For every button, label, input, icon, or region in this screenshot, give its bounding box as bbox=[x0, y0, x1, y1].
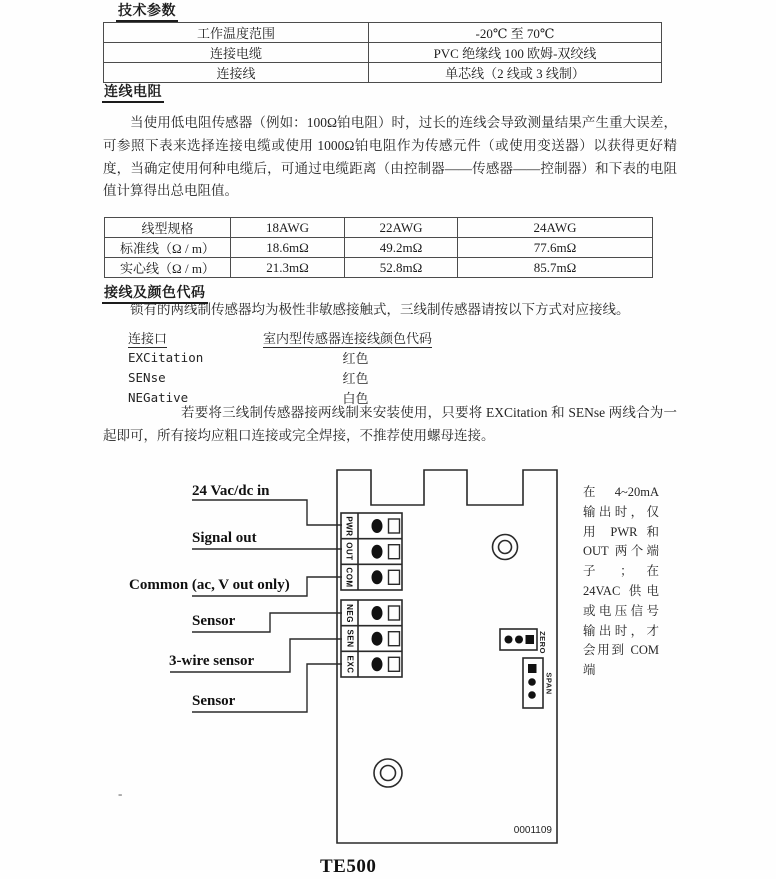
terminal-screw-slots bbox=[389, 519, 400, 671]
param-value: 单芯线（2 线或 3 线制） bbox=[369, 63, 662, 83]
tech-params-table bbox=[103, 22, 662, 83]
heading-wiring-color: 接线及颜色代码 bbox=[102, 286, 208, 304]
note-line: 输出时，才 bbox=[583, 623, 659, 638]
note-line: 用 PWR 和 bbox=[583, 524, 659, 539]
label-common: Common (ac, V out only) bbox=[129, 577, 290, 593]
label-24vac-in: 24 Vac/dc in bbox=[192, 483, 270, 499]
terminal-label-sen: SEN bbox=[345, 629, 355, 648]
note-line: 24VAC 供电 bbox=[583, 583, 659, 598]
col-header: 线型规格 bbox=[105, 218, 231, 238]
table-header-row bbox=[105, 218, 653, 238]
param-value: -20℃ 至 70℃ bbox=[369, 23, 662, 43]
heading-wire-resistance: 连线电阻 bbox=[102, 85, 164, 103]
port-name: EXCitation bbox=[128, 349, 204, 365]
mounting-hole-top bbox=[493, 535, 518, 560]
terminal-label-com: COM bbox=[345, 566, 355, 588]
note-line: 在 4~20mA bbox=[583, 485, 659, 499]
model-name: TE500 bbox=[320, 856, 377, 877]
table-row bbox=[105, 238, 653, 258]
terminal-label-out: OUT bbox=[345, 542, 355, 561]
col-header: 22AWG bbox=[345, 218, 458, 238]
param-name: 连接线 bbox=[104, 63, 369, 83]
color-code-row bbox=[128, 367, 448, 387]
resistance-value: 85.7mΩ bbox=[458, 258, 653, 278]
port-name: SENse bbox=[128, 369, 166, 385]
terminal-label-neg: NEG bbox=[345, 603, 354, 623]
terminal-contacts bbox=[372, 519, 383, 671]
row-label: 实心线（Ω / m） bbox=[105, 258, 231, 278]
color-code-header bbox=[128, 327, 448, 347]
note-line: 会用到 COM bbox=[583, 643, 659, 658]
span-jumper-block bbox=[523, 658, 543, 708]
resistance-value: 52.8mΩ bbox=[345, 258, 458, 278]
zero-jumper-label: ZERO bbox=[537, 630, 547, 654]
param-value: PVC 绝缘线 100 欧姆-双绞线 bbox=[369, 43, 662, 63]
note-line: 或电压信号 bbox=[583, 603, 659, 618]
stray-dash-mark: - bbox=[118, 786, 123, 801]
note-line: 输出时，仅 bbox=[583, 504, 659, 519]
mounting-hole-bottom bbox=[374, 759, 402, 787]
awg-resistance-table bbox=[104, 217, 653, 278]
col-header: 连接口 bbox=[128, 330, 168, 346]
table-row bbox=[105, 258, 653, 278]
jumper-pins bbox=[505, 635, 537, 699]
zero-jumper-block bbox=[500, 629, 537, 650]
note-line: 子 ； 在 bbox=[583, 564, 659, 579]
color-code-table bbox=[128, 327, 448, 407]
table-row bbox=[104, 23, 662, 43]
col-header: 室内型传感器连接线颜色代码 bbox=[263, 330, 433, 346]
col-header: 24AWG bbox=[458, 218, 653, 238]
table-row bbox=[104, 63, 662, 83]
terminal-label-exc: EXC bbox=[345, 655, 355, 673]
three-wire-note-paragraph: 若要将三线制传感器接两线制来安装使用，只要将 EXCitation 和 SENse 两线合为一起即可，所有接均应粗口连接或完全焊接，不推荐使用螺母连接。 bbox=[103, 405, 677, 443]
heading-tech-params: 技术参数 bbox=[116, 4, 178, 22]
note-line: 端 bbox=[583, 663, 596, 678]
param-name: 连接电缆 bbox=[104, 43, 369, 63]
label-signal-out: Signal out bbox=[192, 530, 257, 546]
param-name: 工作温度范围 bbox=[104, 23, 369, 43]
row-label: 标准线（Ω / m） bbox=[105, 238, 231, 258]
col-header: 18AWG bbox=[231, 218, 345, 238]
wire-color: 红色 bbox=[342, 370, 369, 386]
resistance-intro-paragraph: 当使用低电阻传感器（例如：100Ω铂电阻）时，过长的连线会导致测量结果产生重大误差，可参照下表来选择连接电缆或使用 1000Ω铂电阻作为传感元件（或使用变送器）以获得更好精度，当确定使用何种电缆后，可通过电缆距离（由控制器——传感器——控制器）和下表的电阻值计算得出总电阻值。 bbox=[103, 115, 677, 199]
label-sensor-1: Sensor bbox=[192, 613, 236, 629]
terminal-label-pwr: PWR bbox=[345, 515, 355, 537]
board-code: 0001109 bbox=[513, 825, 552, 836]
output-mode-note bbox=[583, 483, 659, 681]
span-jumper-label: SPAN bbox=[544, 671, 554, 695]
resistance-value: 21.3mΩ bbox=[231, 258, 345, 278]
label-sensor-2: Sensor bbox=[192, 693, 236, 709]
resistance-value: 18.6mΩ bbox=[231, 238, 345, 258]
resistance-value: 49.2mΩ bbox=[345, 238, 458, 258]
port-name: NEGative bbox=[128, 389, 189, 405]
label-3wire-sensor: 3-wire sensor bbox=[169, 653, 255, 669]
wiring-note-paragraph: 锁有的两线制传感器均为极性非敏感接触式，三线制传感器请按以下方式对应接线。 bbox=[130, 302, 630, 317]
color-code-row bbox=[128, 347, 448, 367]
table-row bbox=[104, 43, 662, 63]
note-line: OUT 两个端 bbox=[583, 544, 659, 559]
board-outline bbox=[337, 470, 557, 843]
wire-color: 红色 bbox=[342, 350, 369, 366]
wire-color: 白色 bbox=[342, 390, 369, 406]
resistance-value: 77.6mΩ bbox=[458, 238, 653, 258]
